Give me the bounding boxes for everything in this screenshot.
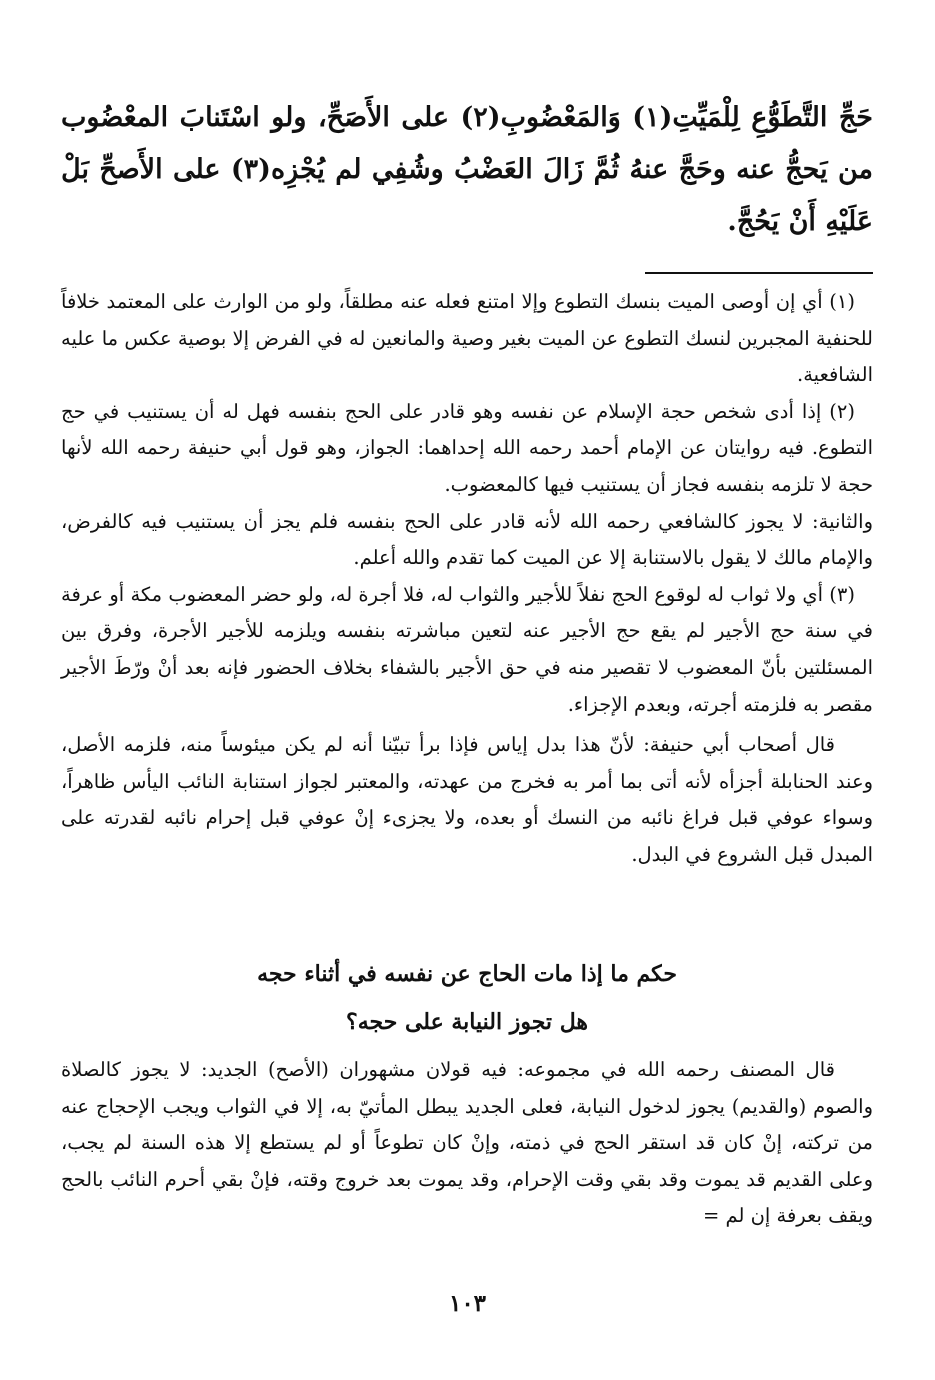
page-number: ١٠٣ <box>448 1290 487 1317</box>
footnote-1: (١) أي إن أوصى الميت بنسك التطوع وإلا امتنع فعله عنه مطلقاً، ولو من الوارث على المعتمد خلافاً للحنفية المجبرين لنسك التطوع عن الميت بغير وصية والمانعين له في الفرض إلا بوصية عكس ما عليه الشافعية. <box>61 290 873 387</box>
footnote-2-continuation: والثانية: لا يجوز كالشافعي رحمه الله لأنه قادر على الحج بنفسه فلم يجز أن يستنيب فيه كالفرض، والإمام مالك لا يقول بالاستنابة إلا عن الميت كما تقدم والله أعلم. <box>61 509 873 570</box>
footnote-3-continuation: قال أصحاب أبي حنيفة: لأنّ هذا بدل إياس فإذا برأ تبيّنا أنه لم يكن ميئوساً منه، فلزمه الأصل، وعند الحنابلة أجزأه لأنه أتى بما أمر به فخرج من عهدته، والمعتبر لجواز استنابة النائب اليأس ظاهراً، وسواء عوفي قبل فراغ نائبه من النسك أو بعده، ولا يجزىء إنْ عوفي قبل إحرام نائبه لقدرته على المبدل قبل الشروع في البدل. <box>61 733 873 866</box>
section-heading: حكم ما إذا مات الحاج عن نفسه في أثناء حجه <box>257 961 677 987</box>
closing-paragraph: قال المصنف رحمه الله في مجموعه: فيه قولان مشهوران (الأصح) الجديد: لا يجوز كالصلاة والصوم (والقديم) يجوز لدخول النيابة، فعلى الجديد يبطل المأتيّ به، إلا في الثواب ويجب الإحجاج عنه من تركته، إنْ كان قد استقر الحج في ذمته، وإنْ كان تطوعاً أو لم يستطع إلا هذه السنة لم يجب، وعلى القديم قد يموت وقد بقي وقت الإحرام، وقد يموت بعد خروج وقته، فإنْ بقي أحرم النائب بالحج ويقف بعرفة إن لم = <box>61 1058 873 1228</box>
footnotes <box>61 284 873 874</box>
main-text: حَجِّ التَّطَوُّعِ لِلْمَيِّتِ(١) وَالمَعْضُوبِ(٢) على الأَصَحِّ، ولو اسْتَنابَ المعْضُوب من يَحجُّ عنه وحَجَّ عنهُ ثُمَّ زَالَ العَضْبُ وشُفِي لم يُجْزِه(٣) على الأَصحِّ بَلْ عَلَيْهِ أَنْ يَحُجَّ. <box>61 102 873 237</box>
closing-section <box>61 1052 873 1235</box>
footnote-separator <box>645 272 873 274</box>
section-subheading: هل تجوز النيابة على حجه؟ <box>346 1009 588 1035</box>
footnote-2: (٢) إذا أدى شخص حجة الإسلام عن نفسه وهو قادر على الحج بنفسه فهل له أن يستنيب في حج التطوع. فيه روايتان عن الإمام أحمد رحمه الله إحداهما: الجواز، وهو قول أبي حنيفة رحمه الله لأنها حجة لا تلزمه بنفسه فجاز أن يستنيب فيها كالمعضوب. <box>61 399 873 496</box>
footnote-3: (٣) أي ولا ثواب له لوقوع الحج نفلاً للأجير والثواب له، فلا أجرة له، ولو حضر المعضوب مكة أو عرفة في سنة حج الأجير لم يقع حج الأجير عنه لتعين مباشرته بنفسه ويلزمه للأجير الأجرة، وفرق بين المسئلتين بأنّ المعضوب لا تقصير منه في حق الأجير بالشفاء بخلاف الحضور فإنه بعد أنْ ورّطَ الأجير مقصر به فلزمته أجرته، وبعدم الإجزاء. <box>61 582 873 716</box>
